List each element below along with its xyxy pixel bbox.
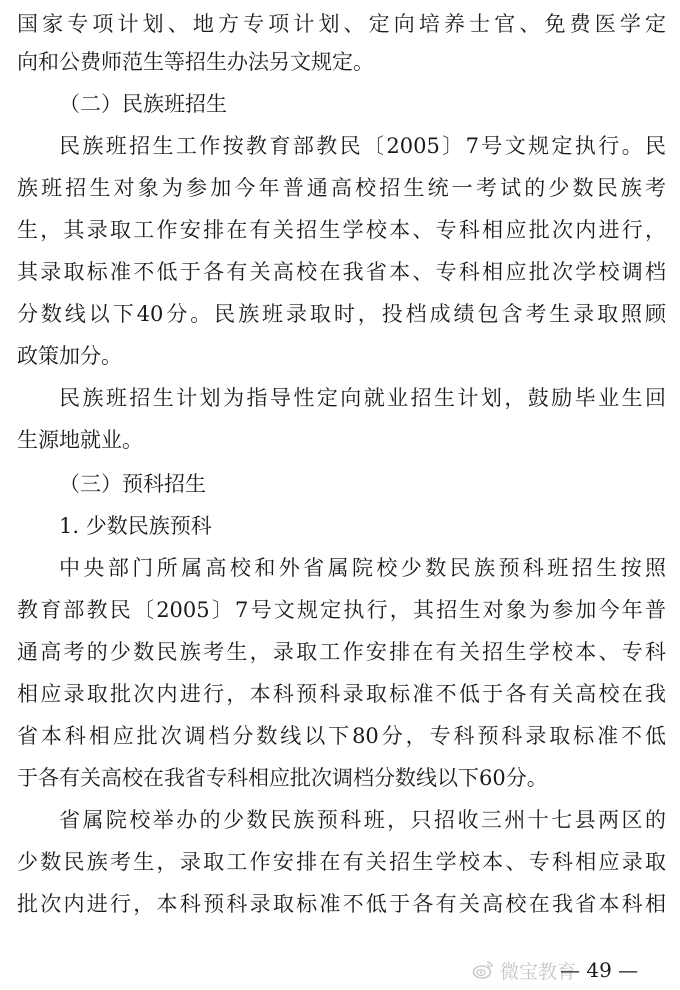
paragraph-line: 于各有关高校在我省专科相应批次调档分数线以下60分。 [17, 766, 548, 790]
paragraph-line: 民族班招生工作按教育部教民〔2005〕7号文规定执行。民 [59, 134, 666, 158]
paragraph-line: 生源地就业。 [17, 428, 143, 452]
paragraph-line: 省属院校举办的少数民族预科班，只招收三州十七县两区的 [59, 808, 666, 832]
watermark-text: 微宝教育 [500, 960, 577, 983]
paragraph-line: 省本科相应批次调档分数线以下80分，专科预科录取标准不低 [17, 724, 666, 748]
paragraph-line: 分数线以下40分。民族班录取时，投档成绩包含考生录取照顾 [17, 302, 666, 326]
paragraph-line: 批次内进行，本科预科录取标准不低于各有关高校在我省本科相 [17, 892, 666, 916]
paragraph-line: 生，其录取工作安排在有关招生学校本、专科相应批次内进行， [17, 218, 666, 242]
section-heading: （三）预科招生 [59, 472, 206, 496]
paragraph-line: 通高考的少数民族考生，录取工作安排在有关招生学校本、专科 [17, 640, 666, 664]
paragraph-line: 族班招生对象为参加今年普通高校招生统一考试的少数民族考 [17, 176, 666, 200]
paragraph-line: 教育部教民〔2005〕7号文规定执行，其招生对象为参加今年普 [17, 598, 666, 622]
section-heading: （二）民族班招生 [59, 92, 227, 116]
paragraph-line: 民族班招生计划为指导性定向就业招生计划，鼓励毕业生回 [59, 386, 666, 410]
paragraph-line: 向和公费师范生等招生办法另文规定。 [17, 50, 374, 74]
paragraph-line: 国家专项计划、地方专项计划、定向培养士官、免费医学定 [17, 12, 666, 36]
subsection-heading: 1. 少数民族预科 [59, 514, 212, 538]
paragraph-line: 中央部门所属高校和外省属院校少数民族预科班招生按照 [59, 556, 666, 580]
weibo-logo-icon [472, 959, 494, 981]
page-number: — 49 — [560, 958, 639, 982]
paragraph-line: 其录取标准不低于各有关高校在我省本、专科相应批次学校调档 [17, 260, 666, 284]
paragraph-line: 政策加分。 [17, 344, 122, 368]
paragraph-line: 相应录取批次内进行，本科预科录取标准不低于各有关高校在我 [17, 682, 666, 706]
paragraph-line: 少数民族考生，录取工作安排在有关招生学校本、专科相应录取 [17, 850, 666, 874]
